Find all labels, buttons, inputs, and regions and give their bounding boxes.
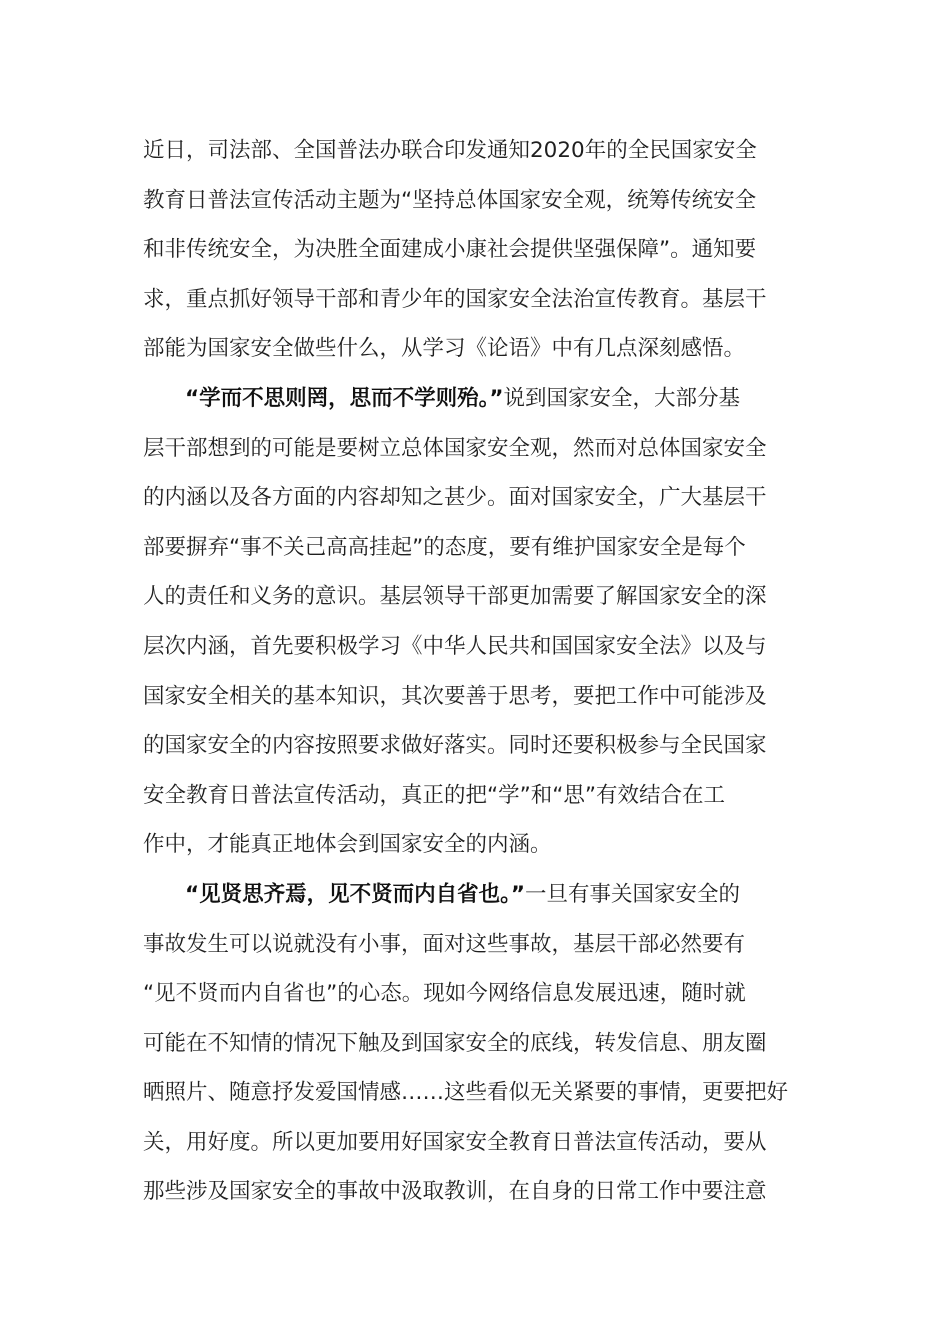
text-line: 安全教育日普法宣传活动，真正的把“学”和“思”有效结合在工 — [143, 782, 726, 808]
text-line: 部要摒弃“事不关己高高挂起”的态度，要有维护国家安全是每个 — [143, 534, 746, 560]
text-line: 晒照片、随意抒发爱国情感……这些看似无关紧要的事情，更要把好 — [143, 1080, 789, 1106]
text-line: 教育日普法宣传活动主题为“坚持总体国家安全观，统筹传统安全 — [143, 187, 757, 213]
paragraph-first-line — [143, 374, 808, 424]
article-body — [143, 126, 808, 1217]
text-line: 部能为国家安全做些什么，从学习《论语》中有几点深刻感悟。 — [143, 336, 746, 362]
text-line: 国家安全相关的基本知识，其次要善于思考，要把工作中可能涉及 — [143, 683, 767, 709]
bold-quote: “学而不思则罔，思而不学则殆。” — [185, 385, 504, 411]
text-line: 层次内涵，首先要积极学习《中华人民共和国国家安全法》以及与 — [143, 633, 767, 659]
text-line: 关，用好度。所以更加要用好国家安全教育日普法宣传活动，要从 — [143, 1129, 767, 1155]
text-line: 求，重点抓好领导干部和青少年的国家安全法治宣传教育。基层干 — [143, 286, 767, 312]
text-line: 近日，司法部、全国普法办联合印发通知2020年的全民国家安全 — [143, 138, 757, 163]
text-line: “见不贤而内自省也”的心态。现如今网络信息发展迅速，随时就 — [143, 981, 746, 1007]
text-line: 可能在不知情的情况下触及到国家安全的底线，转发信息、朋友圈 — [143, 1030, 767, 1056]
text-line: 那些涉及国家安全的事故中汲取教训，在自身的日常工作中要注意 — [143, 1179, 767, 1205]
paragraph-first-line — [143, 870, 808, 920]
text-line: 作中，才能真正地体会到国家安全的内涵。 — [143, 832, 552, 858]
text-run: 一旦有事关国家安全的 — [525, 881, 741, 907]
paragraph-2 — [143, 374, 808, 870]
text-line: 和非传统安全，为决胜全面建成小康社会提供坚强保障”。通知要 — [143, 237, 757, 263]
paragraph-1 — [143, 126, 808, 374]
text-line: 层干部想到的可能是要树立总体国家安全观，然而对总体国家安全 — [143, 435, 767, 461]
text-run: 说到国家安全，大部分基 — [503, 385, 741, 411]
bold-quote: “见贤思齐焉，见不贤而内自省也。” — [185, 881, 526, 907]
text-line: 的内涵以及各方面的内容却知之甚少。面对国家安全，广大基层干 — [143, 485, 767, 511]
text-line: 事故发生可以说就没有小事，面对这些事故，基层干部必然要有 — [143, 931, 746, 957]
text-line: 人的责任和义务的意识。基层领导干部更加需要了解国家安全的深 — [143, 584, 767, 610]
paragraph-3 — [143, 870, 808, 1217]
text-line: 的国家安全的内容按照要求做好落实。同时还要积极参与全民国家 — [143, 733, 767, 759]
